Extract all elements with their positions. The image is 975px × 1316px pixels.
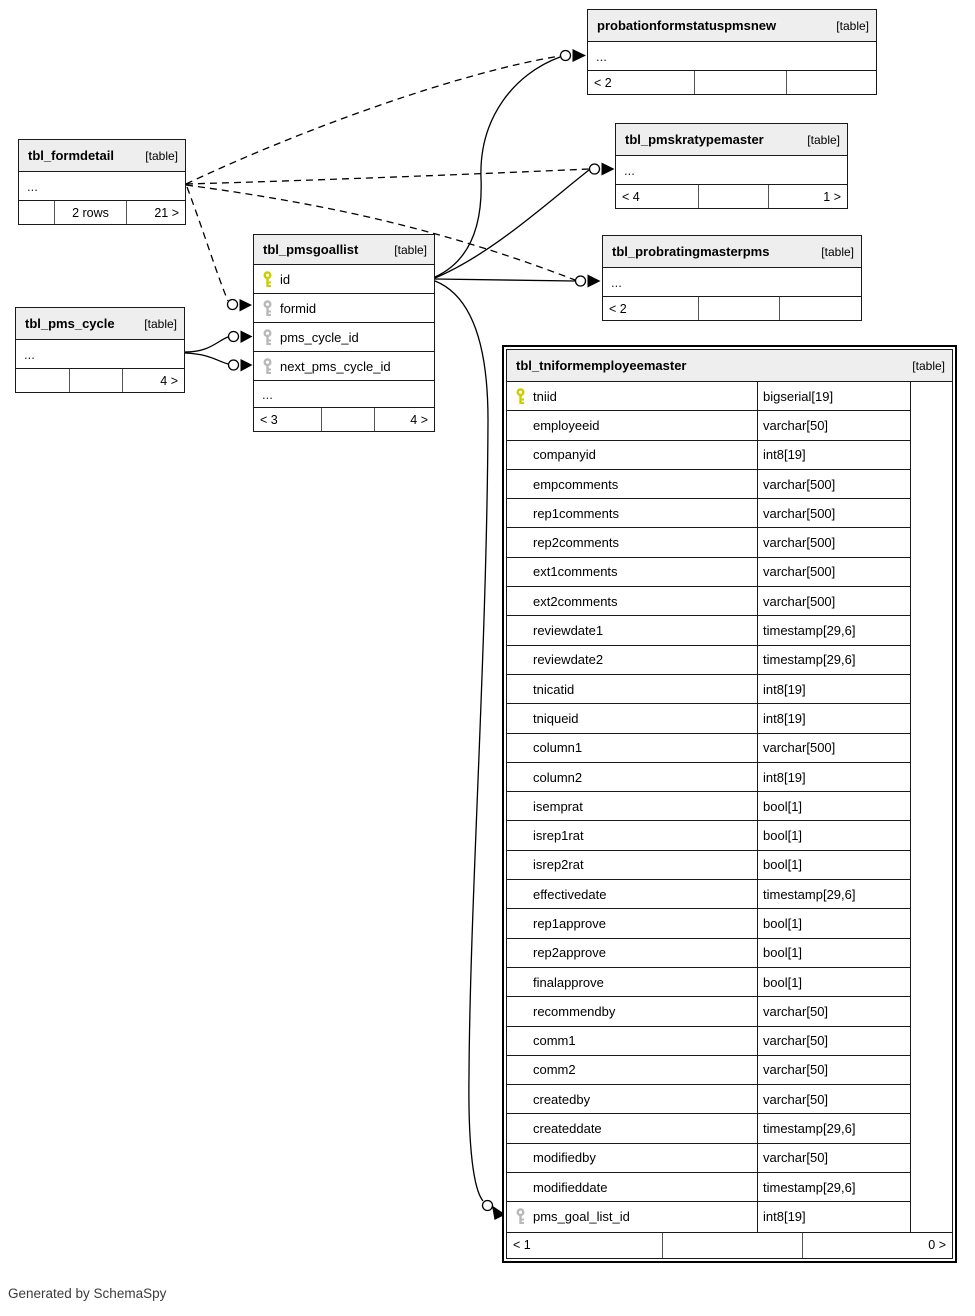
column-row-pms_goal_list_id (507, 1202, 911, 1231)
edge-tbl_pmsgoallist.id-to-probationformstatuspmsnew (435, 57, 560, 277)
column-name: finalapprove (533, 974, 604, 990)
column-name: rep1comments (533, 505, 619, 521)
edge-tbl_pmsgoallist.id-to-tbl_probratingmasterpms (435, 279, 575, 281)
column-row-comm2 (507, 1056, 911, 1085)
table-name[interactable]: tbl_pms_cycle (25, 316, 115, 331)
ellipsis-label: ... (596, 48, 607, 64)
column-type: bool[1] (757, 821, 910, 849)
column-row-reviewdate1 (507, 616, 911, 645)
column-type: timestamp[29,6] (757, 1114, 910, 1142)
table-type-tag: [table] (821, 244, 854, 259)
edge-tbl_formdetail-to-probationformstatuspmsnew (186, 56, 560, 184)
column-type: varchar[50] (757, 1085, 910, 1113)
column-row-tniqueid (507, 704, 911, 733)
edge-tbl_formdetail-to-tbl_pmsgoallist.formid (187, 187, 228, 301)
column-name: isrep2rat (533, 857, 584, 873)
footer-cell-0: < 1 (513, 1238, 531, 1253)
column-row-finalapprove (507, 968, 911, 997)
table-type-tag: [table] (145, 148, 178, 163)
primary-key-icon (261, 271, 274, 288)
key-cell (254, 271, 280, 288)
ellipsis-label: ... (262, 386, 273, 402)
column-type: int8[19] (757, 763, 910, 791)
columns-collapsed-row (588, 42, 876, 70)
column-row-recommendby (507, 997, 911, 1026)
footer-cell-2 (786, 71, 876, 94)
footer-cell-0 (19, 201, 54, 224)
column-row-column1 (507, 734, 911, 763)
table-footer (588, 70, 876, 94)
key-cell (254, 300, 280, 317)
table-type-tag: [table] (144, 316, 177, 331)
column-name: isrep1rat (533, 828, 584, 844)
column-name: reviewdate2 (533, 652, 604, 668)
foreign-key-icon (514, 1208, 527, 1225)
column-name: createddate (533, 1121, 602, 1137)
footer-cell-2: 4 > (374, 408, 434, 431)
edge-tbl_pms_cycle-to-tbl_pmsgoallist.next_pms_cycle_id (185, 353, 228, 364)
edge-arrowhead-icon (241, 359, 253, 372)
edge-tbl_formdetail-to-tbl_pmskratypemaster (186, 169, 589, 184)
table-tbl_pms_cycle (15, 307, 185, 393)
column-type: varchar[50] (757, 1056, 910, 1084)
table-name[interactable]: tbl_formdetail (28, 148, 114, 163)
column-name: effectivedate (533, 886, 607, 902)
column-name: modifiedby (533, 1150, 596, 1166)
footer-cell-1 (69, 369, 122, 392)
footer-cell-1 (321, 408, 374, 431)
key-cell (507, 388, 533, 405)
foreign-key-icon (261, 358, 274, 375)
edge-zero-or-one-circle-icon (228, 300, 238, 310)
table-name[interactable]: tbl_probratingmasterpms (612, 244, 770, 259)
column-row-comm1 (507, 1027, 911, 1056)
edge-zero-or-one-circle-icon (590, 164, 600, 174)
column-type: varchar[50] (757, 997, 910, 1025)
column-row-pms_cycle_id (254, 323, 434, 352)
column-type: timestamp[29,6] (757, 646, 910, 674)
column-row-isrep2rat (507, 851, 911, 880)
column-name: employeeid (533, 417, 600, 433)
footer-cell-2 (779, 297, 861, 320)
column-row-isemprat (507, 792, 911, 821)
column-name: recommendby (533, 1003, 616, 1019)
column-type: int8[19] (757, 704, 910, 732)
column-name: ext1comments (533, 564, 618, 580)
footer-cell-1 (698, 185, 768, 208)
edge-zero-or-one-circle-icon (576, 276, 586, 286)
column-row-isrep1rat (507, 821, 911, 850)
column-row-tniid (507, 382, 911, 411)
column-name: tniid (533, 388, 557, 404)
edge-arrowhead-icon (240, 299, 253, 312)
column-name: rep2comments (533, 535, 619, 551)
column-row-tnicatid (507, 675, 911, 704)
column-name: rep1approve (533, 915, 606, 931)
table-header-tbl_pmskratypemaster[interactable] (616, 124, 847, 156)
column-type: bool[1] (757, 968, 910, 996)
column-type: bool[1] (757, 792, 910, 820)
column-name: companyid (533, 447, 596, 463)
columns-collapsed-row (616, 156, 847, 184)
table-header-tbl_tniformemployeemaster[interactable] (507, 350, 952, 382)
column-type: varchar[500] (757, 499, 910, 527)
table-tbl_pmskratypemaster (615, 123, 848, 209)
column-type: varchar[500] (757, 528, 910, 556)
column-type: timestamp[29,6] (757, 1173, 910, 1201)
columns-collapsed-row (254, 381, 434, 407)
key-cell (254, 358, 280, 375)
footer-cell-2: 21 > (126, 201, 185, 224)
column-type: int8[19] (757, 1202, 910, 1231)
column-type: bool[1] (757, 909, 910, 937)
edge-zero-or-one-circle-icon (561, 51, 571, 61)
table-header-tbl_pmsgoallist[interactable] (254, 235, 434, 265)
column-name: rep2approve (533, 945, 606, 961)
column-row-rep2approve (507, 939, 911, 968)
column-type: varchar[50] (757, 1144, 910, 1172)
edge-zero-or-one-circle-icon (229, 360, 239, 370)
table-footer (507, 1232, 952, 1258)
table-footer (616, 184, 847, 208)
column-type: varchar[500] (757, 734, 910, 762)
ellipsis-label: ... (611, 274, 622, 290)
column-type: timestamp[29,6] (757, 880, 910, 908)
column-type: bool[1] (757, 851, 910, 879)
column-name: tniqueid (533, 710, 579, 726)
column-type: varchar[500] (757, 587, 910, 615)
table-footer (603, 296, 861, 320)
edge-tbl_pmsgoallist.id-to-tbl_pmskratypemaster (435, 170, 589, 278)
footer-cell-1 (694, 71, 786, 94)
edge-arrowhead-icon (241, 331, 253, 344)
column-name: next_pms_cycle_id (280, 358, 391, 374)
table-name[interactable]: probationformstatuspmsnew (597, 18, 777, 33)
key-cell (507, 1208, 533, 1225)
table-probationformstatuspmsnew (587, 9, 877, 95)
column-name: comm1 (533, 1033, 576, 1049)
column-name: modifieddate (533, 1179, 608, 1195)
column-name: empcomments (533, 476, 619, 492)
table-header-tbl_probratingmasterpms[interactable] (603, 236, 861, 268)
footer-cell-1 (662, 1233, 802, 1258)
table-footer (19, 200, 185, 224)
column-name: formid (280, 300, 317, 316)
column-row-column2 (507, 763, 911, 792)
table-type-tag: [table] (836, 18, 869, 33)
ellipsis-label: ... (27, 178, 38, 194)
primary-key-icon (514, 388, 527, 405)
table-footer (16, 368, 184, 392)
generator-note: Generated by SchemaSpy (8, 1286, 167, 1301)
table-tbl_formdetail (18, 139, 186, 225)
edge-zero-or-one-circle-icon (229, 332, 239, 342)
table-type-tag: [table] (394, 242, 427, 257)
column-name: pms_goal_list_id (533, 1209, 630, 1225)
columns-collapsed-row (603, 268, 861, 296)
column-name: comm2 (533, 1062, 576, 1078)
footer-cell-0: < 4 (622, 189, 640, 204)
footer-cell-0: < 2 (609, 301, 627, 316)
column-type: bool[1] (757, 939, 910, 967)
column-name: column2 (533, 769, 583, 785)
edge-tbl_pms_cycle-to-tbl_pmsgoallist.pms_cycle_id (185, 337, 228, 352)
column-type: int8[19] (757, 441, 910, 469)
column-type: varchar[50] (757, 411, 910, 439)
footer-cell-1 (698, 297, 779, 320)
footer-cell-2: 0 > (802, 1233, 952, 1258)
foreign-key-icon (261, 329, 274, 346)
edge-arrowhead-icon (588, 275, 601, 288)
column-row-reviewdate2 (507, 646, 911, 675)
column-name: ext2comments (533, 593, 618, 609)
column-row-createddate (507, 1114, 911, 1143)
column-type: varchar[500] (757, 470, 910, 498)
column-row-formid (254, 294, 434, 323)
columns-collapsed-row (16, 340, 184, 368)
footer-cell-0: < 2 (594, 75, 612, 90)
column-name: tnicatid (533, 681, 575, 697)
column-type: int8[19] (757, 675, 910, 703)
footer-cell-2: 1 > (768, 185, 847, 208)
column-name: reviewdate1 (533, 623, 604, 639)
column-row-employeeid (507, 411, 911, 440)
column-name: pms_cycle_id (280, 329, 359, 345)
table-footer (254, 407, 434, 431)
column-row-empcomments (507, 470, 911, 499)
table-type-tag: [table] (807, 132, 840, 147)
column-type: varchar[500] (757, 558, 910, 586)
footer-cell-0 (16, 369, 69, 392)
table-type-tag: [table] (912, 358, 945, 373)
column-row-modifiedby (507, 1144, 911, 1173)
table-header-probationformstatuspmsnew[interactable] (588, 10, 876, 42)
column-row-rep1comments (507, 499, 911, 528)
key-cell (254, 329, 280, 346)
foreign-key-icon (261, 300, 274, 317)
table-name[interactable]: tbl_pmsgoallist (263, 242, 359, 257)
column-row-companyid (507, 441, 911, 470)
edge-zero-or-one-circle-icon (483, 1201, 493, 1211)
ellipsis-label: ... (624, 162, 635, 178)
ellipsis-label: ... (24, 346, 35, 362)
table-name[interactable]: tbl_tniformemployeemaster (516, 358, 687, 373)
column-name: createdby (533, 1091, 591, 1107)
column-type: bigserial[19] (757, 382, 910, 410)
edge-tbl_pmsgoallist.id-to-tbl_tniformemployeemaster.pms_goal_list_id (435, 281, 488, 1201)
column-name: column1 (533, 740, 583, 756)
columns-collapsed-row (19, 172, 185, 200)
footer-cell-2: 4 > (122, 369, 184, 392)
table-header-tbl_pms_cycle[interactable] (16, 308, 184, 340)
column-row-modifieddate (507, 1173, 911, 1202)
column-type: varchar[50] (757, 1027, 910, 1055)
footer-cell-0: < 3 (260, 412, 278, 427)
column-row-ext2comments (507, 587, 911, 616)
column-row-createdby (507, 1085, 911, 1114)
edge-arrowhead-icon (602, 163, 615, 176)
column-row-id (254, 265, 434, 294)
column-type: timestamp[29,6] (757, 616, 910, 644)
table-tbl_tniformemployeemaster (502, 345, 957, 1263)
edge-arrowhead-icon (573, 49, 587, 62)
table-header-tbl_formdetail[interactable] (19, 140, 185, 172)
table-tbl_probratingmasterpms (602, 235, 862, 321)
column-row-ext1comments (507, 558, 911, 587)
column-row-rep1approve (507, 909, 911, 938)
column-name: id (280, 271, 291, 287)
column-row-next_pms_cycle_id (254, 352, 434, 381)
table-tbl_pmsgoallist (253, 234, 435, 432)
column-name: isemprat (533, 798, 583, 814)
table-name[interactable]: tbl_pmskratypemaster (625, 132, 764, 147)
footer-cell-1: 2 rows (54, 201, 126, 224)
column-row-effectivedate (507, 880, 911, 909)
column-row-rep2comments (507, 528, 911, 557)
